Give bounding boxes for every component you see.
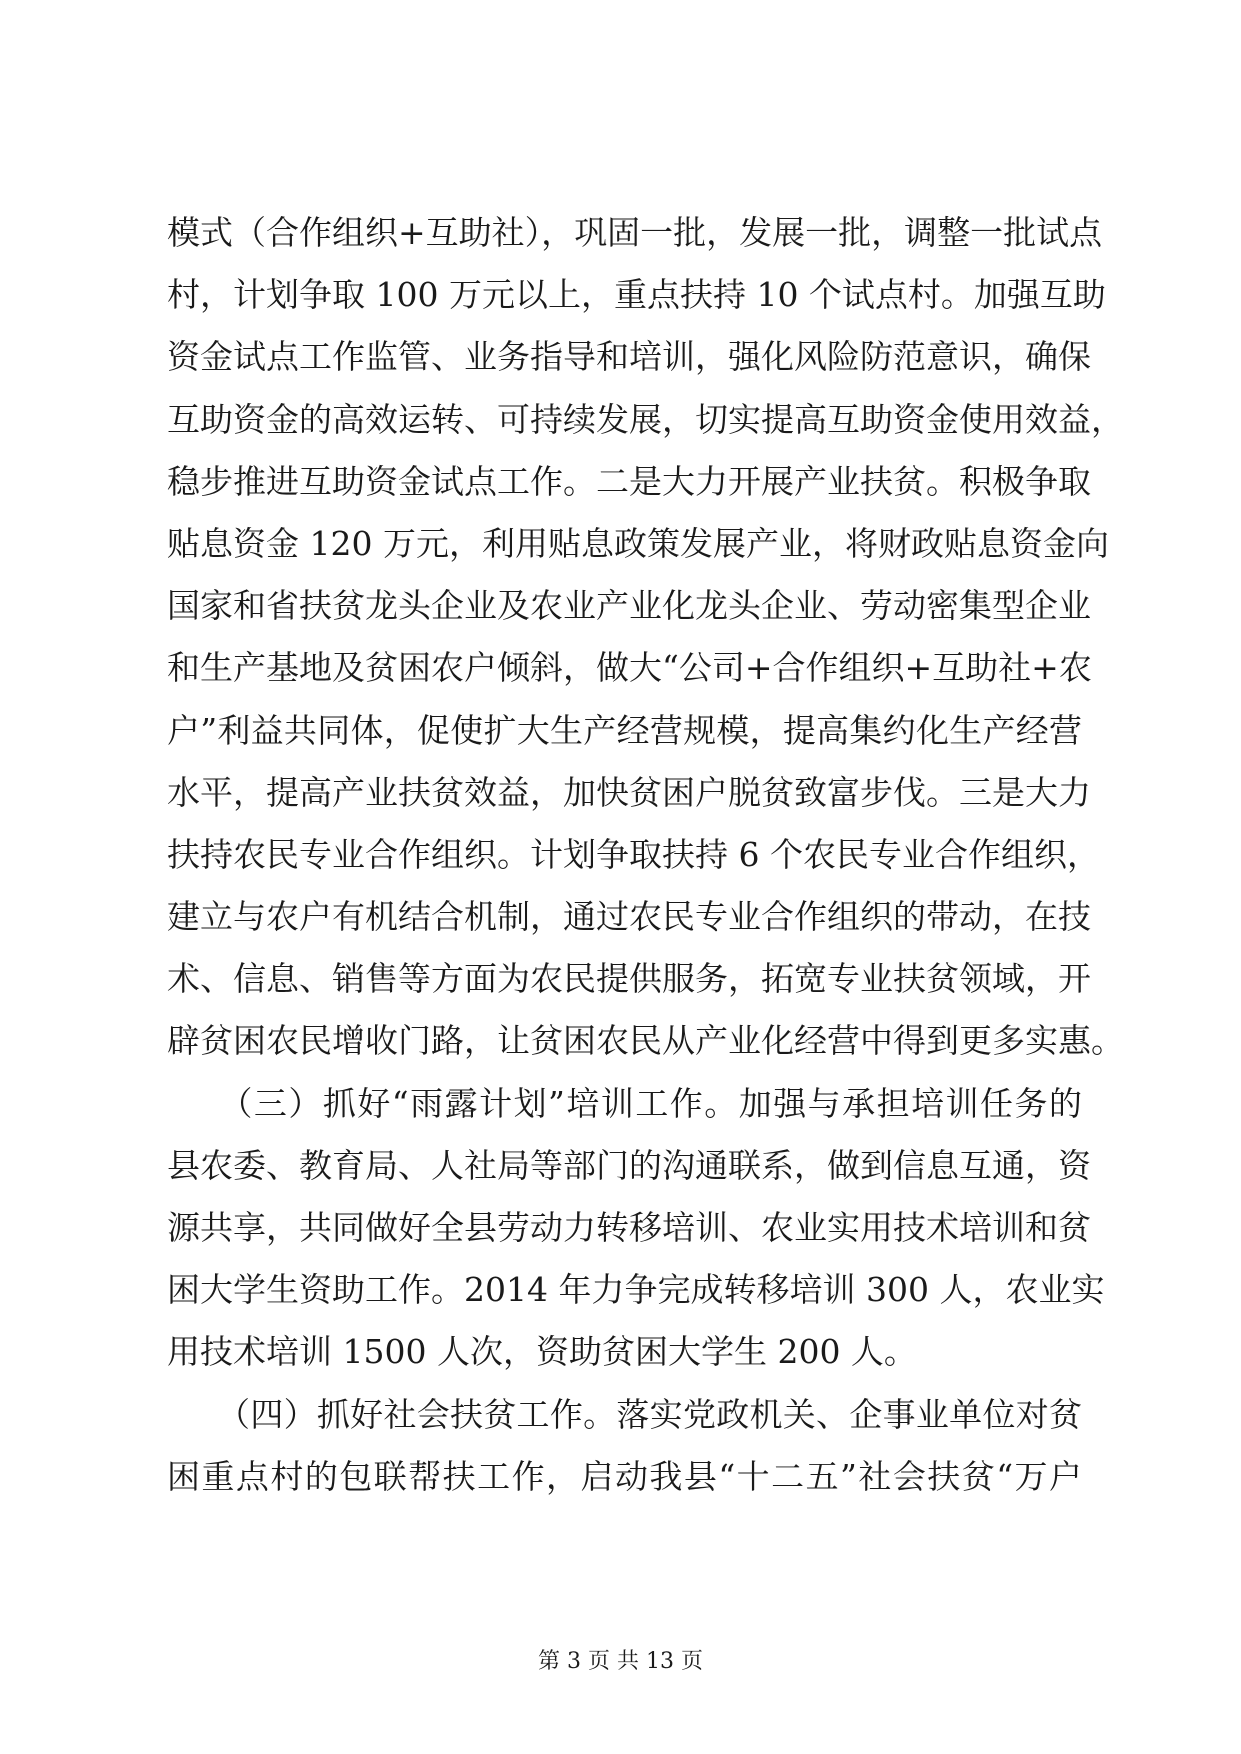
- text-line: 资金试点工作监管、业务指导和培训，强化风险防范意识，确保: [167, 337, 1091, 377]
- text-line: 稳步推进互助资金试点工作。二是大力开展产业扶贫。积极争取: [167, 461, 1091, 501]
- page-number: 第 3 页 共 13 页: [538, 1649, 703, 1674]
- text-line: 户”利益共同体，促使扩大生产经营规模，提高集约化生产经营: [167, 710, 1082, 750]
- text-line: 建立与农户有机结合机制，通过农民专业合作组织的带动，在技: [167, 897, 1091, 937]
- text-line: 困大学生资助工作。2014 年力争完成转移培训 300 人，农业实: [167, 1270, 1105, 1310]
- text-line: 困重点村的包联帮扶工作，启动我县“十二五”社会扶贫“万户: [167, 1456, 1082, 1496]
- text-line: 用技术培训 1500 人次，资助贫困大学生 200 人。: [167, 1332, 917, 1372]
- text-line: 扶持农民专业合作组织。计划争取扶持 6 个农民专业合作组织，: [167, 834, 1100, 874]
- text-line: 贴息资金 120 万元，利用贴息政策发展产业，将财政贴息资金向: [167, 523, 1109, 563]
- text-line: 辟贫困农民增收门路，让贫困农民从产业化经营中得到更多实惠。: [167, 1021, 1124, 1061]
- text-line: 术、信息、销售等方面为农民提供服务，拓宽专业扶贫领域，开: [167, 959, 1091, 999]
- text-line: 国家和省扶贫龙头企业及农业产业化龙头企业、劳动密集型企业: [167, 586, 1091, 626]
- text-line: 互助资金的高效运转、可持续发展，切实提高互助资金使用效益，: [167, 399, 1124, 439]
- text-line: （三）抓好“雨露计划”培训工作。加强与承担培训任务的: [167, 1083, 1082, 1123]
- body-text: [167, 202, 1124, 1508]
- text-line: 源共享，共同做好全县劳动力转移培训、农业实用技术培训和贫: [167, 1208, 1091, 1247]
- text-line: 县农委、教育局、人社局等部门的沟通联系，做到信息互通，资: [167, 1145, 1091, 1185]
- text-line: 水平，提高产业扶贫效益，加快贫困户脱贫致富步伐。三是大力: [167, 772, 1091, 812]
- text-line: 和生产基地及贫困农户倾斜，做大“公司+合作组织+互助社+农: [167, 648, 1092, 688]
- text-line: 模式（合作组织+互助社），巩固一批，发展一批，调整一批试点: [167, 213, 1103, 252]
- text-line: （四）抓好社会扶贫工作。落实党政机关、企事业单位对贫: [167, 1394, 1082, 1434]
- text-line: 村，计划争取 100 万元以上，重点扶持 10 个试点村。加强互助: [167, 275, 1106, 315]
